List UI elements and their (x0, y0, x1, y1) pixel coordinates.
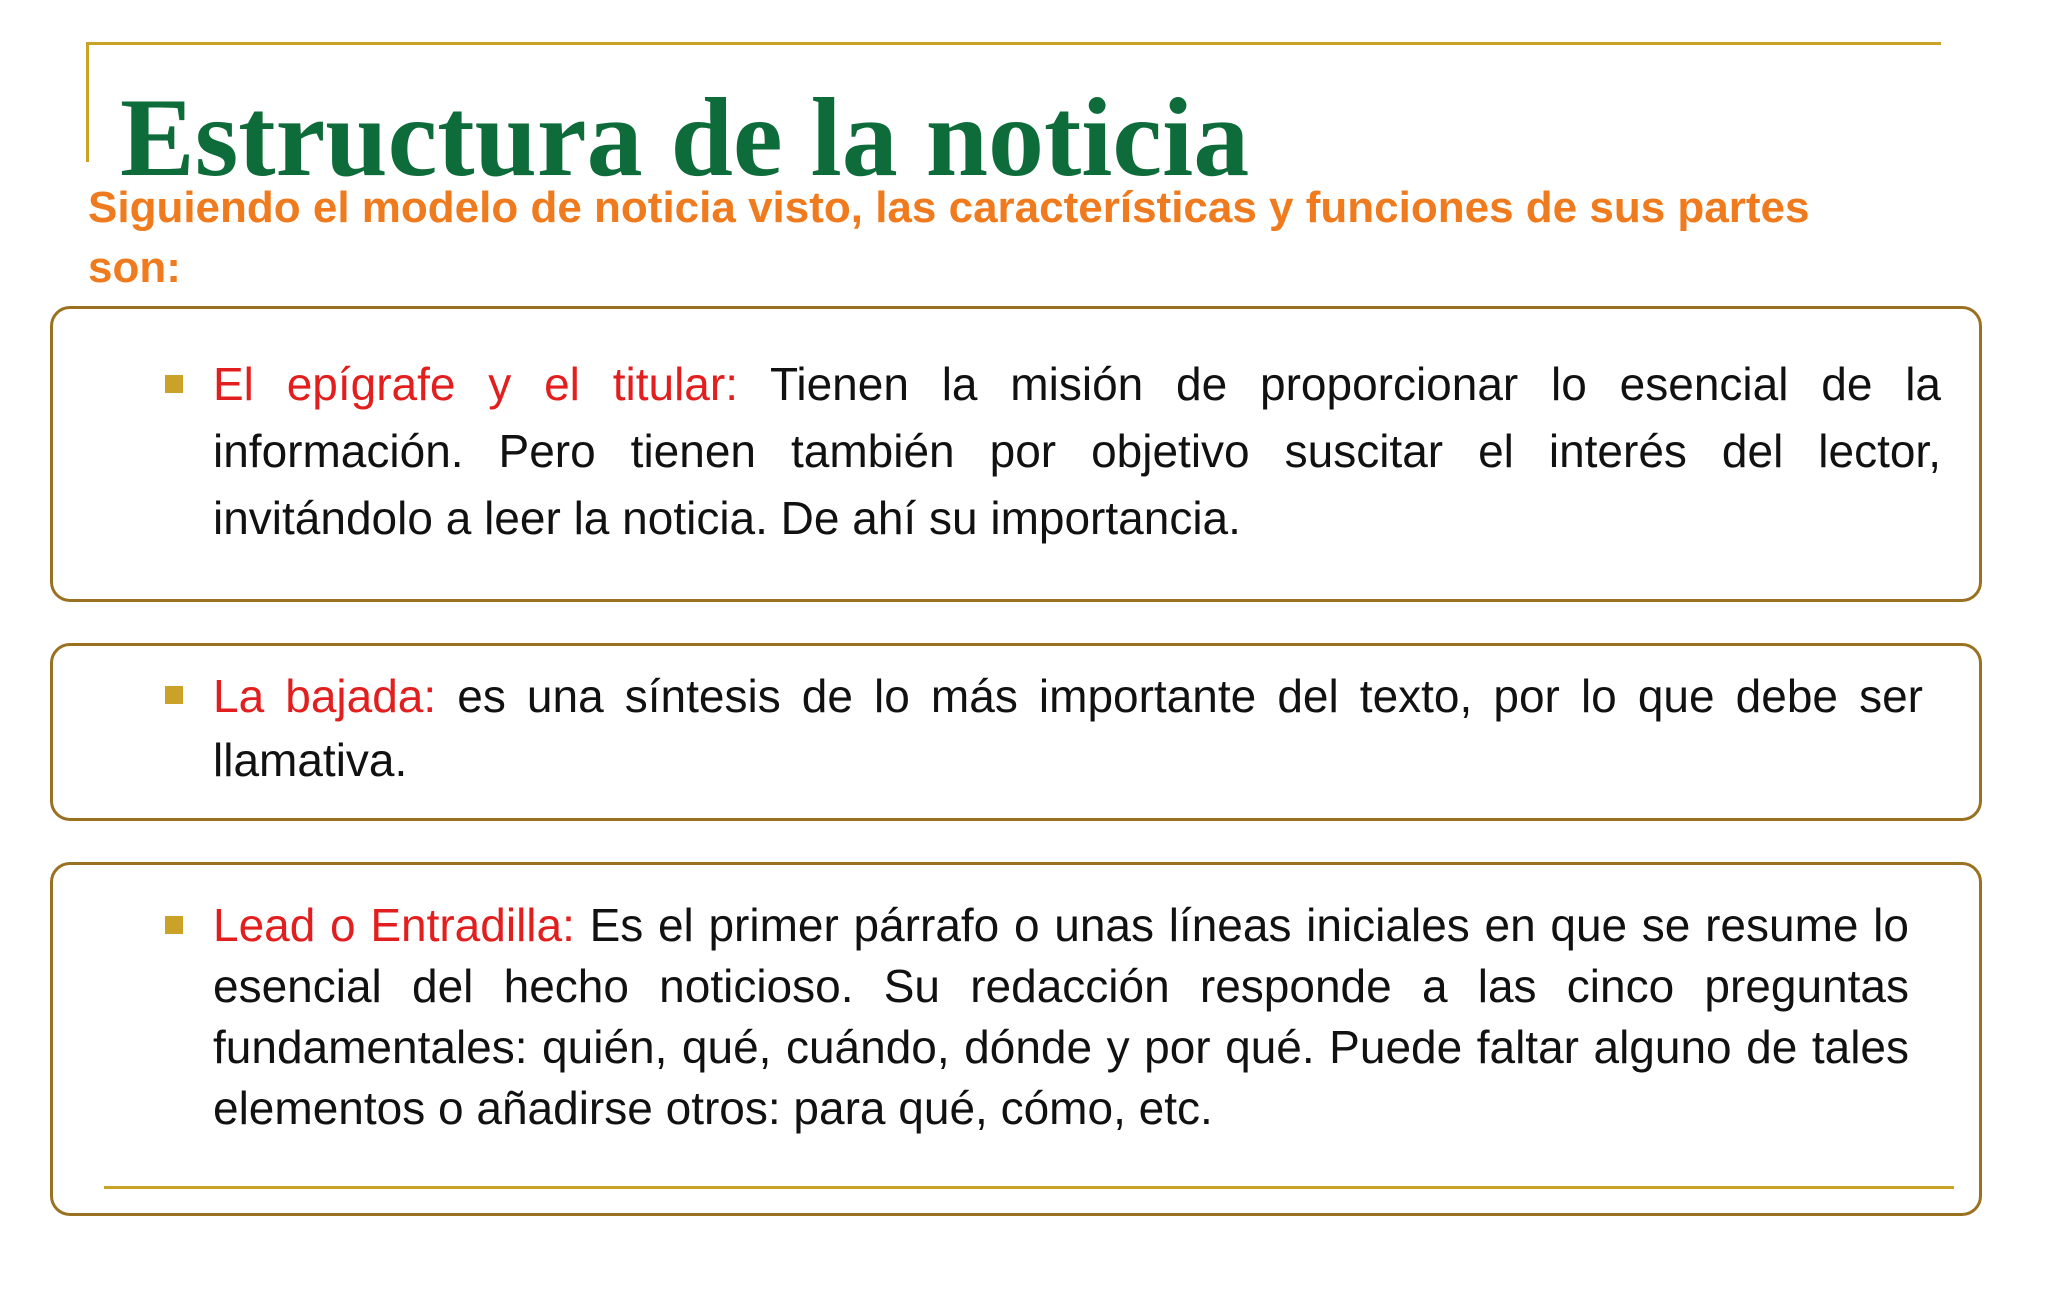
section-text: Es el primer párrafo o unas líneas iniciales en que se resume lo esencial del hecho noticioso. Su redacción responde a las cinco preguntas fundamentales: quién, qué, cuándo, dónde y por qué. Puede faltar alguno de tales elementos o añadirse otros: para qué, cómo, etc. (213, 899, 1909, 1134)
square-bullet-icon (165, 916, 183, 934)
section-item (165, 895, 1909, 1139)
section-item (165, 351, 1941, 552)
section-label: Lead o Entradilla: (213, 899, 575, 951)
bottom-decorative-line (104, 1186, 1954, 1189)
slide-title: Estructura de la noticia (120, 76, 1250, 200)
slide-subtitle: Siguiendo el modelo de noticia visto, las características y funciones de sus partes son: (88, 183, 1810, 292)
section-box-lead (50, 862, 1982, 1216)
section-text: es una síntesis de lo más importante del texto, por lo que debe ser llamativa. (213, 670, 1923, 786)
square-bullet-icon (165, 375, 183, 393)
section-label: El epígrafe y el titular: (213, 358, 738, 410)
section-item (165, 664, 1923, 792)
square-bullet-icon (165, 686, 183, 704)
top-decorative-line (86, 42, 1941, 45)
section-text: Tienen la misión de proporcionar lo esencial de la información. Pero tienen también por objetivo suscitar el interés del lector, invitándolo a leer la noticia. De ahí su importancia. (213, 358, 1942, 544)
section-label: La bajada: (213, 670, 437, 722)
section-box-bajada (50, 643, 1982, 821)
left-decorative-line (86, 42, 89, 162)
section-box-epigrafe (50, 306, 1982, 602)
